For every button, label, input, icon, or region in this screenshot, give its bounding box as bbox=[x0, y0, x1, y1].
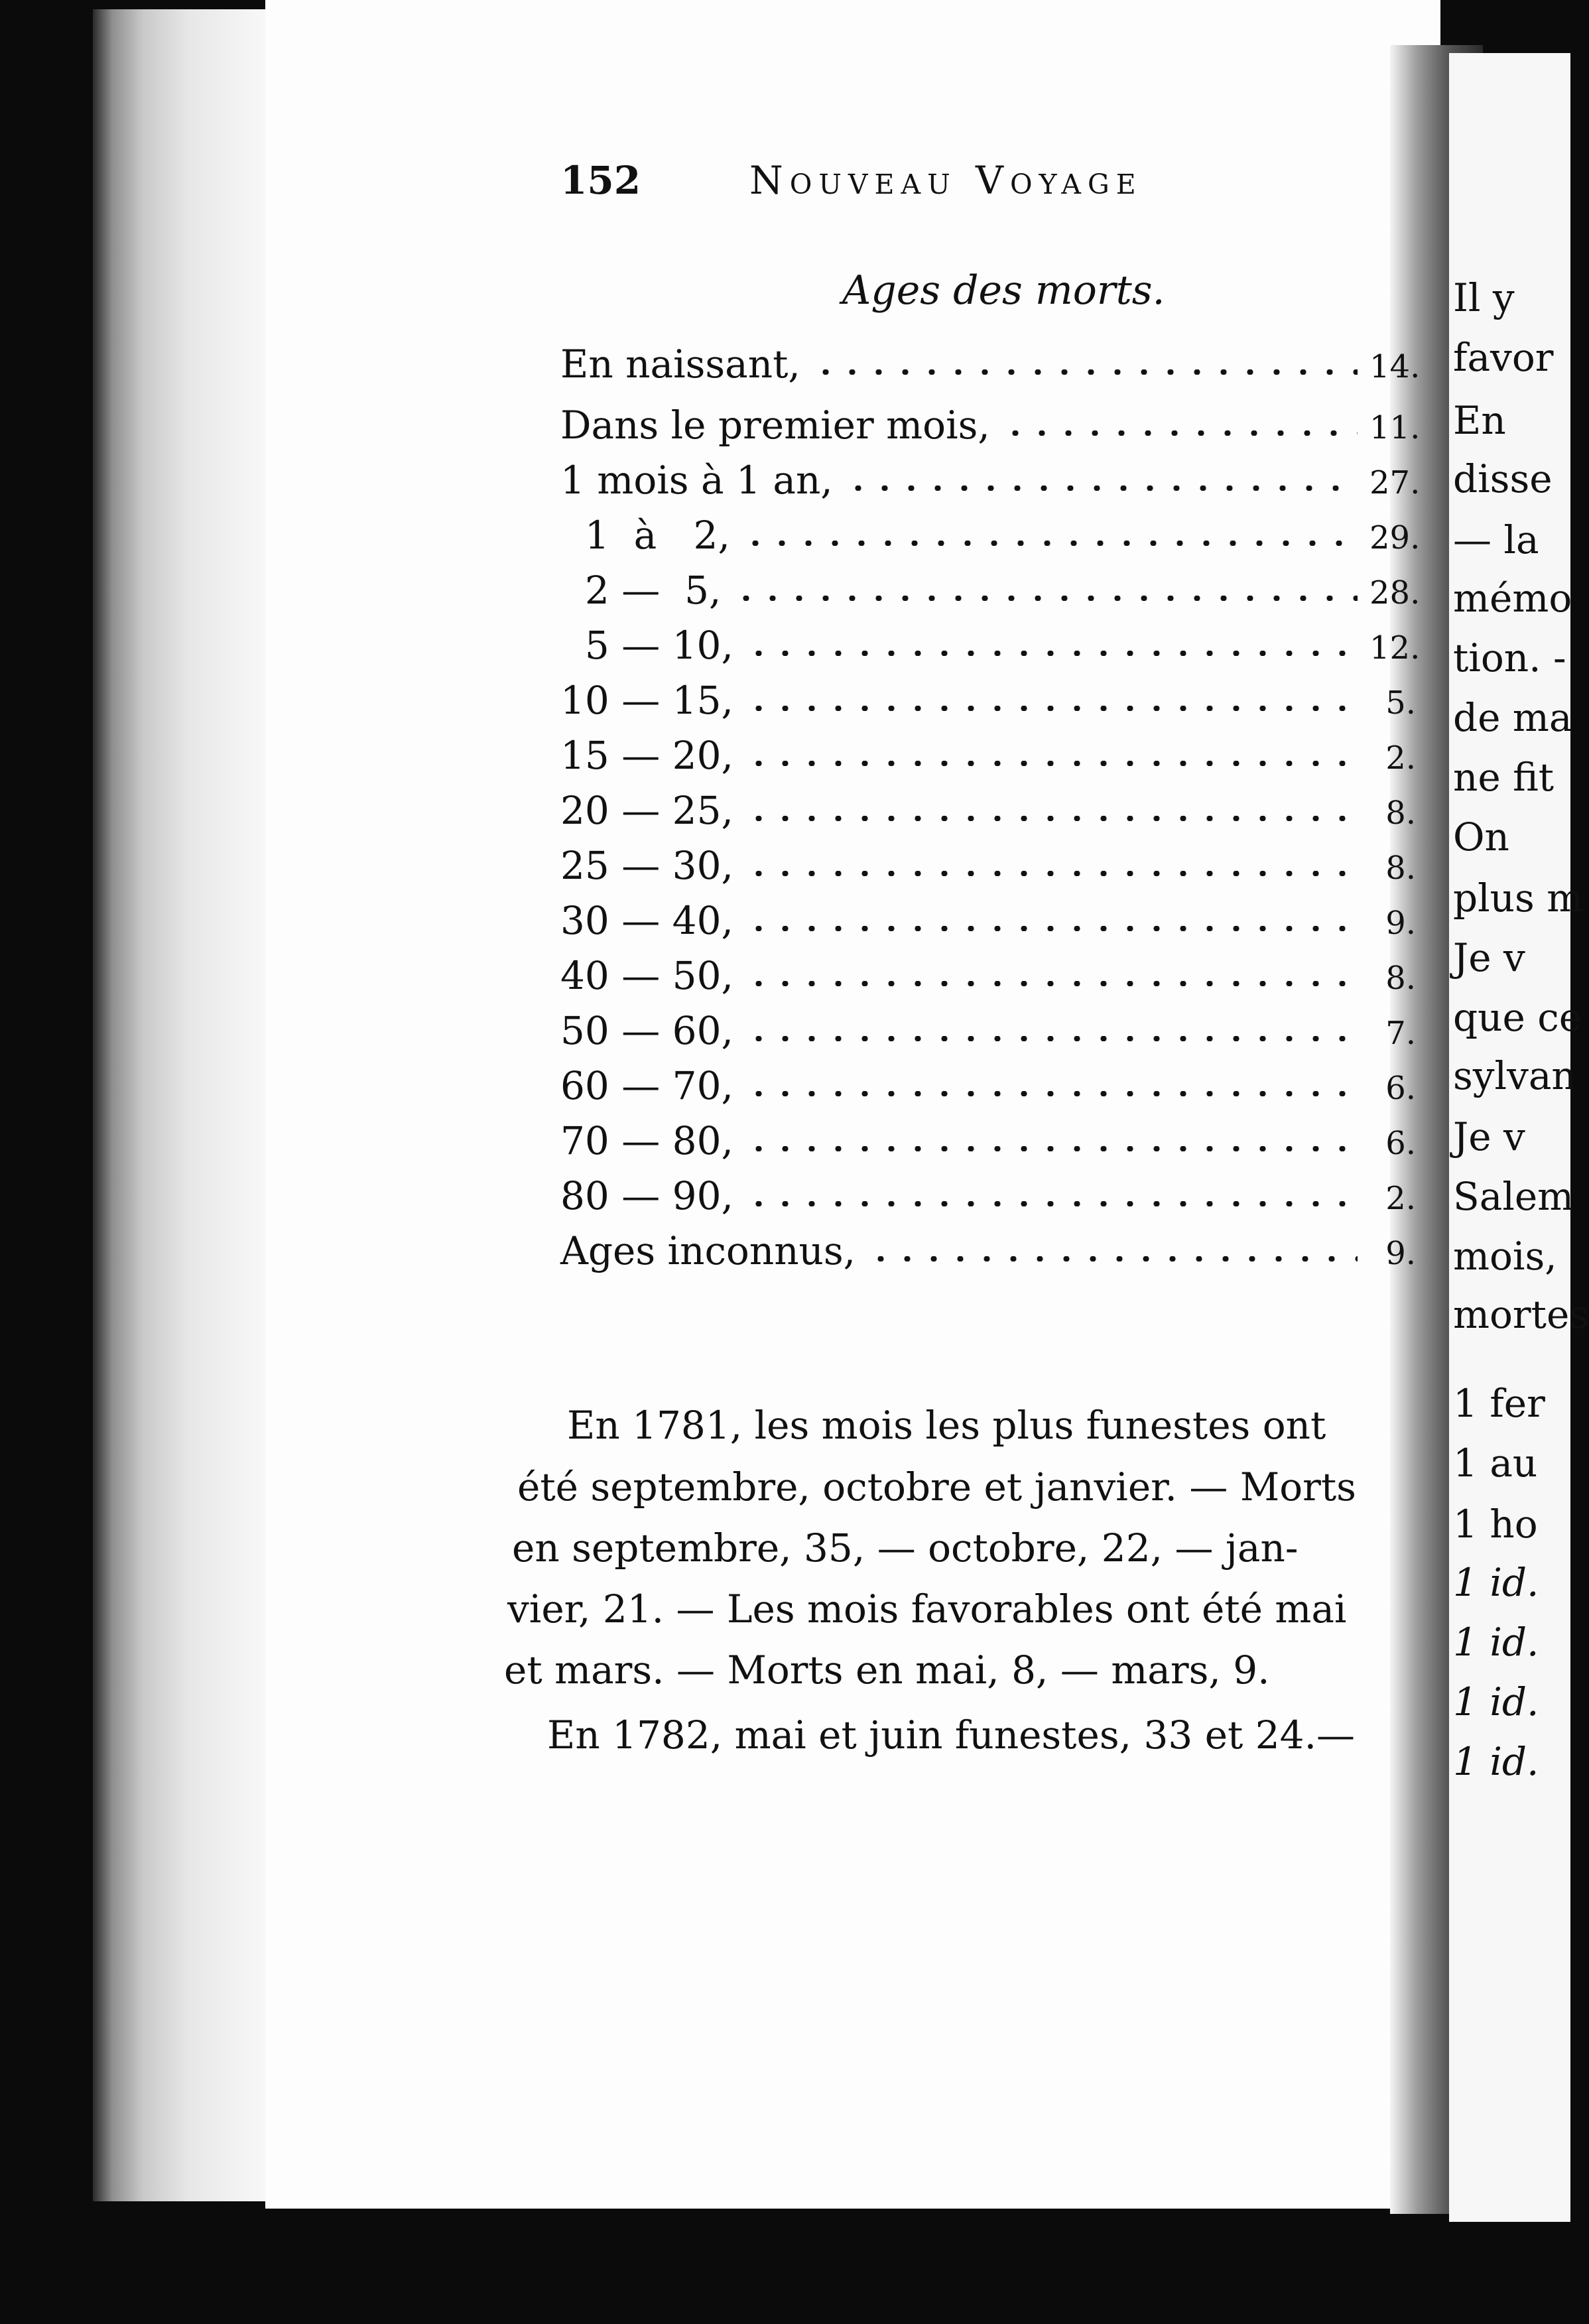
table-row bbox=[560, 1118, 1416, 1166]
age-count: 9. bbox=[1385, 905, 1416, 942]
table-row bbox=[560, 788, 1416, 836]
age-count: 28. bbox=[1369, 574, 1421, 612]
dot-leader bbox=[745, 816, 1358, 821]
paragraph-line: En 1781, les mois les plus funestes ont bbox=[567, 1403, 1326, 1448]
age-label: 2 — 5, bbox=[560, 568, 722, 613]
dot-leader bbox=[745, 1091, 1358, 1096]
facing-line: mortes bbox=[1453, 1292, 1589, 1337]
page-number: 152 bbox=[560, 158, 641, 203]
facing-line: ne fit bbox=[1453, 755, 1555, 800]
facing-line: En bbox=[1453, 398, 1506, 443]
age-count: 11. bbox=[1369, 409, 1421, 446]
age-label: 5 — 10, bbox=[560, 623, 733, 668]
table-row bbox=[560, 403, 1421, 450]
facing-line: — la bbox=[1453, 517, 1539, 562]
dot-leader bbox=[745, 981, 1358, 986]
age-label: Ages inconnus, bbox=[560, 1228, 856, 1273]
facing-line: Je v bbox=[1453, 1114, 1525, 1159]
table-row bbox=[560, 458, 1421, 505]
age-label: 1 à 2, bbox=[560, 513, 730, 558]
facing-line: favor bbox=[1453, 335, 1554, 380]
dot-leader bbox=[812, 369, 1358, 375]
table-row bbox=[560, 623, 1421, 671]
table-row bbox=[560, 568, 1421, 615]
table-row bbox=[560, 678, 1416, 726]
age-count: 9. bbox=[1385, 1235, 1416, 1272]
table-row bbox=[560, 843, 1416, 891]
age-count: 8. bbox=[1385, 960, 1416, 997]
age-count: 7. bbox=[1385, 1015, 1416, 1052]
facing-line: plus m bbox=[1453, 875, 1584, 921]
age-label: 80 — 90, bbox=[560, 1173, 733, 1218]
dot-leader bbox=[745, 1146, 1358, 1151]
running-head bbox=[560, 158, 1297, 211]
dot-leader bbox=[733, 596, 1358, 601]
age-label: Dans le premier mois, bbox=[560, 403, 990, 448]
facing-line: Il y bbox=[1453, 275, 1515, 320]
age-label: 25 — 30, bbox=[560, 843, 733, 888]
page-edge bbox=[93, 9, 285, 2201]
facing-line: 1 id. bbox=[1453, 1560, 1539, 1605]
age-label: 70 — 80, bbox=[560, 1118, 733, 1163]
table-row bbox=[560, 1008, 1416, 1056]
table-row bbox=[560, 513, 1421, 560]
dot-leader bbox=[845, 485, 1358, 491]
table-heading: Ages des morts. bbox=[842, 267, 1165, 314]
facing-line: Salem bbox=[1453, 1174, 1574, 1219]
page-title: Nouveau Voyage bbox=[749, 158, 1143, 203]
facing-line: sylvan bbox=[1453, 1053, 1576, 1098]
facing-line: 1 id. bbox=[1453, 1679, 1539, 1724]
facing-line: mémo bbox=[1453, 576, 1572, 621]
paragraph-line: en septembre, 35, — octobre, 22, — jan- bbox=[512, 1525, 1299, 1571]
paragraph-line: été septembre, octobre et janvier. — Morts bbox=[517, 1464, 1356, 1510]
age-count: 6. bbox=[1385, 1125, 1416, 1162]
age-label: 60 — 70, bbox=[560, 1063, 733, 1108]
age-label: 15 — 20, bbox=[560, 733, 733, 778]
age-label: 20 — 25, bbox=[560, 788, 733, 833]
dot-leader bbox=[745, 651, 1358, 656]
facing-line: disse bbox=[1453, 456, 1553, 501]
dot-leader bbox=[742, 541, 1358, 546]
facing-line: que ce bbox=[1453, 995, 1582, 1040]
table-row bbox=[560, 342, 1421, 389]
dot-leader bbox=[745, 706, 1358, 711]
facing-line: tion. - bbox=[1453, 635, 1566, 680]
dot-leader bbox=[867, 1256, 1358, 1261]
table-row bbox=[560, 898, 1416, 946]
facing-line: 1 id. bbox=[1453, 1739, 1539, 1784]
age-label: 50 — 60, bbox=[560, 1008, 733, 1053]
facing-page bbox=[1449, 53, 1589, 2222]
table-row bbox=[560, 953, 1416, 1001]
age-count: 8. bbox=[1385, 795, 1416, 832]
dot-leader bbox=[745, 871, 1358, 876]
dot-leader bbox=[745, 761, 1358, 766]
facing-line: 1 ho bbox=[1453, 1502, 1538, 1547]
table-row bbox=[560, 1173, 1416, 1221]
age-count: 5. bbox=[1385, 684, 1416, 722]
age-count: 29. bbox=[1369, 519, 1421, 556]
facing-line: On bbox=[1453, 814, 1509, 860]
age-count: 6. bbox=[1385, 1070, 1416, 1107]
dot-leader bbox=[745, 1201, 1358, 1206]
facing-line: Je v bbox=[1453, 935, 1525, 980]
age-label: 30 — 40, bbox=[560, 898, 733, 943]
paragraph-line: vier, 21. — Les mois favorables ont été mai bbox=[507, 1586, 1347, 1632]
facing-line: 1 fer bbox=[1453, 1381, 1545, 1426]
facing-line: mois, bbox=[1453, 1234, 1557, 1279]
age-label: En naissant, bbox=[560, 342, 800, 387]
age-label: 40 — 50, bbox=[560, 953, 733, 998]
age-count: 12. bbox=[1369, 629, 1421, 667]
dot-leader bbox=[745, 1036, 1358, 1041]
age-count: 8. bbox=[1385, 850, 1416, 887]
age-count: 14. bbox=[1369, 348, 1421, 385]
facing-line: 1 au bbox=[1453, 1441, 1538, 1486]
table-row bbox=[560, 1228, 1416, 1276]
table-row bbox=[560, 733, 1416, 781]
age-count: 2. bbox=[1385, 740, 1416, 777]
table-row bbox=[560, 1063, 1416, 1111]
facing-line: de ma bbox=[1453, 695, 1572, 740]
age-count: 27. bbox=[1369, 464, 1421, 501]
facing-line: 1 id. bbox=[1453, 1620, 1539, 1665]
age-label: 10 — 15, bbox=[560, 678, 733, 723]
paragraph-line: En 1782, mai et juin funestes, 33 et 24.— bbox=[547, 1712, 1355, 1758]
age-label: 1 mois à 1 an, bbox=[560, 458, 833, 503]
dot-leader bbox=[1002, 430, 1358, 436]
paragraph-line: et mars. — Morts en mai, 8, — mars, 9. bbox=[504, 1647, 1270, 1693]
age-count: 2. bbox=[1385, 1180, 1416, 1217]
dot-leader bbox=[745, 926, 1358, 931]
